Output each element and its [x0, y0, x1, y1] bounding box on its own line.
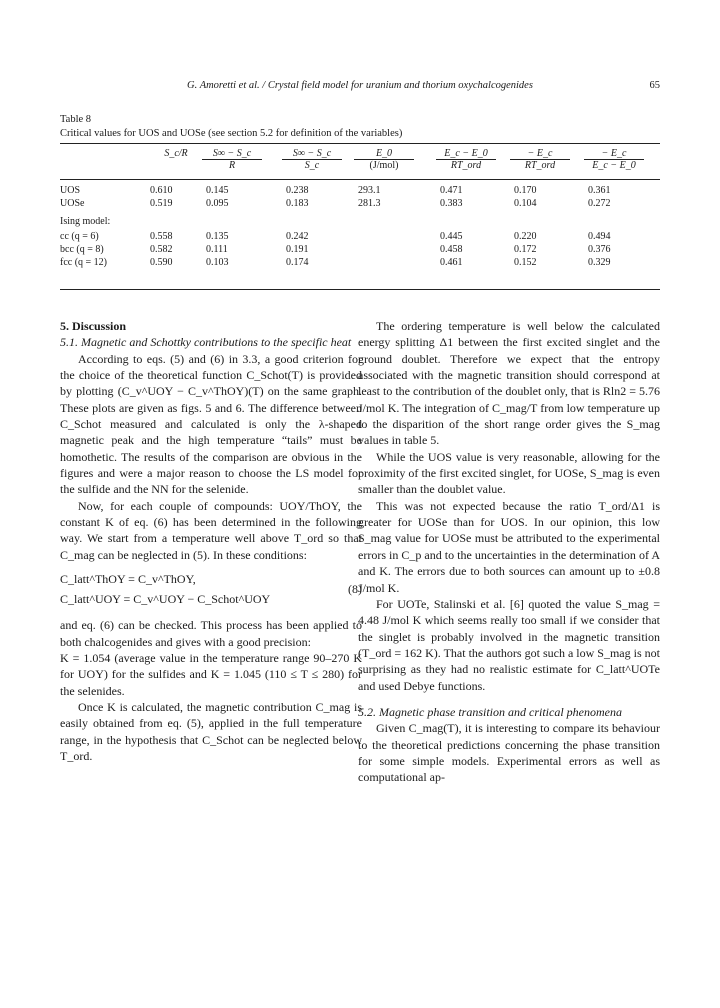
- table-cell: 0.135: [206, 231, 229, 242]
- table-cell: 0.361: [588, 185, 611, 196]
- paragraph: For UOTe, Stalinski et al. [6] quoted the value S_mag = 4.48 J/mol K which seems really too small if we consider that the singlet is probably involved in the magnetic transition (T_ord = 162 K). That the authors got such a low S_mag is not surprising as they had no realistic estimate for C_latt^UOTe and used Debye functions.: [358, 596, 660, 693]
- table-cell: 0.183: [286, 198, 309, 209]
- row-label: UOS: [60, 185, 81, 196]
- table-cell: 0.172: [514, 244, 537, 255]
- table-cell: 0.272: [588, 198, 611, 209]
- equation-8: [60, 569, 362, 609]
- table-cell: 281.3: [358, 198, 381, 209]
- equation-number: (8): [348, 582, 362, 597]
- table-cell: 0.238: [286, 185, 309, 196]
- table-bottom-rule: [60, 289, 660, 290]
- row-label: UOSe: [60, 198, 85, 209]
- table-column-header: [354, 148, 414, 171]
- left-column: [60, 318, 362, 764]
- table-cell: 0.376: [588, 244, 611, 255]
- table-cell: 0.111: [206, 244, 228, 255]
- table-caption: Critical values for UOS and UOSe (see section 5.2 for definition of the variables): [60, 128, 403, 139]
- paragraph: The ordering temperature is well below the calculated energy splitting Δ1 between the first excited singlet and the ground doublet. Therefore we expect that the entropy associated with the magnetic transition should correspond at least to the contribution of the doublet only, that is Rln2 = 5.76 J/mol K. The integration of C_mag/T from low temperature up to the disparition of the short range order gives the S_mag values in table 5.: [358, 319, 660, 448]
- right-column: [358, 318, 660, 786]
- header-numerator: E_c − E_0: [436, 148, 496, 160]
- equation-line: C_latt^UOY = C_v^UOY − C_Schot^UOY: [60, 592, 271, 607]
- header-denominator: RT_ord: [450, 160, 482, 171]
- table-cell: 0.445: [440, 231, 463, 242]
- table-column-header: [282, 148, 342, 171]
- table-body: [60, 185, 660, 285]
- table-header-row: [60, 148, 660, 178]
- row-label: Ising model:: [60, 216, 111, 227]
- paragraph: While the UOS value is very reasonable, allowing for the proximity of the first excited singlet, for UOSe, S_mag is even smaller than the doublet value.: [358, 449, 660, 497]
- running-head: [60, 80, 660, 98]
- table-column-header: [146, 148, 206, 159]
- table-cell: 0.095: [206, 198, 229, 209]
- table-cell: 0.174: [286, 257, 309, 268]
- table-cell: 0.494: [588, 231, 611, 242]
- row-label: bcc (q = 8): [60, 244, 104, 255]
- table-caption-block: [60, 113, 660, 141]
- table-cell: 0.152: [514, 257, 537, 268]
- table-column-header: [584, 148, 644, 171]
- header-denominator: RT_ord: [524, 160, 556, 171]
- paragraph: Given C_mag(T), it is interesting to compare its behaviour to the theoretical predictions concerning the phase transition for some simple models. Experimental errors as well as computational ap-: [358, 721, 660, 785]
- header-numerator: E_0: [354, 148, 414, 160]
- paragraph: Now, for each couple of compounds: UOY/ThOY, the constant K of eq. (6) has been determined in the following way. We start from a temperature well above T_ord so that C_mag can be neglected in (5). In these conditions:: [60, 498, 362, 562]
- table-top-rule: [60, 143, 660, 144]
- paragraph: K = 1.054 (average value in the temperature range 90–270 K for UOY) for the sulfides and K = 1.045 (110 ≤ T ≤ 280) for the selenides.: [60, 650, 362, 698]
- header-denominator: (J/mol): [369, 160, 399, 171]
- table-column-header: [510, 148, 570, 171]
- paragraph: Once K is calculated, the magnetic contribution C_mag is easily obtained from eq. (5), applied in the full temperature range, in the hypothesis that C_Schot can be neglected below T_ord.: [60, 699, 362, 763]
- table-cell: 0.329: [588, 257, 611, 268]
- table-cell: 0.220: [514, 231, 537, 242]
- row-label: cc (q = 6): [60, 231, 99, 242]
- section-heading: 5. Discussion: [60, 319, 127, 333]
- table-cell: 293.1: [358, 185, 381, 196]
- page-number: 65: [649, 80, 660, 91]
- table-cell: 0.558: [150, 231, 173, 242]
- row-label: fcc (q = 12): [60, 257, 108, 268]
- table-cell: 0.458: [440, 244, 463, 255]
- table-cell: 0.103: [206, 257, 229, 268]
- table-cell: 0.191: [286, 244, 309, 255]
- table-cell: 0.145: [206, 185, 229, 196]
- subsection-heading: 5.1. Magnetic and Schottky contributions to the specific heat: [60, 335, 352, 350]
- table-cell: 0.104: [514, 198, 537, 209]
- table-cell: 0.170: [514, 185, 537, 196]
- table-cell: 0.590: [150, 257, 173, 268]
- table-cell: 0.471: [440, 185, 463, 196]
- paragraph: This was not expected because the ratio T_ord/Δ1 is greater for UOSe than for UOS. In our opinion, this low S_mag value for UOSe must be attributed to the experimental errors in C_p and to the uncertainties in the determination of A and K. The errors due to both sources can amount up to ±0.8 J/mol K.: [358, 498, 660, 595]
- table-cell: 0.582: [150, 244, 173, 255]
- equation-line: C_latt^ThOY = C_v^ThOY,: [60, 572, 196, 587]
- header-denominator: E_c − E_0: [592, 160, 636, 171]
- paragraph: and eq. (6) can be checked. This process has been applied to both chalcogenides and gives with a good precision:: [60, 618, 362, 649]
- table-column-header: [436, 148, 496, 171]
- running-head-title: G. Amoretti et al. / Crystal field model for uranium and thorium oxychalcogenides: [187, 80, 533, 91]
- table-header-rule: [60, 179, 660, 180]
- header-numerator: − E_c: [510, 148, 570, 160]
- subsection-heading: 5.2. Magnetic phase transition and critical phenomena: [358, 704, 622, 719]
- header-numerator: S_c/R: [164, 148, 188, 159]
- header-denominator: S_c: [304, 160, 320, 171]
- header-numerator: − E_c: [584, 148, 644, 160]
- paragraph: According to eqs. (5) and (6) in 3.3, a good criterion for the choice of the theoretical function C_Schot(T) is provided by plotting (C_v^UOY − C_v^ThOY)(T) on the same graph. These plots are given as figs. 5 and 6. The difference between C_Schot measured and calculated is only the λ-shaped magnetic peak and the high temperature “tails” must be homothetic. The results of the comparison are obvious in the figures and were a major reason to choose the LS model for the sulfide and the NN for the selenide.: [60, 351, 362, 497]
- header-numerator: S∞ − S_c: [282, 148, 342, 160]
- table-cell: 0.610: [150, 185, 173, 196]
- table-cell: 0.461: [440, 257, 463, 268]
- table-label: Table 8: [60, 114, 92, 125]
- table-cell: 0.242: [286, 231, 309, 242]
- table-cell: 0.519: [150, 198, 173, 209]
- table-column-header: [202, 148, 262, 171]
- header-numerator: S∞ − S_c: [202, 148, 262, 160]
- header-denominator: R: [228, 160, 236, 171]
- table-cell: 0.383: [440, 198, 463, 209]
